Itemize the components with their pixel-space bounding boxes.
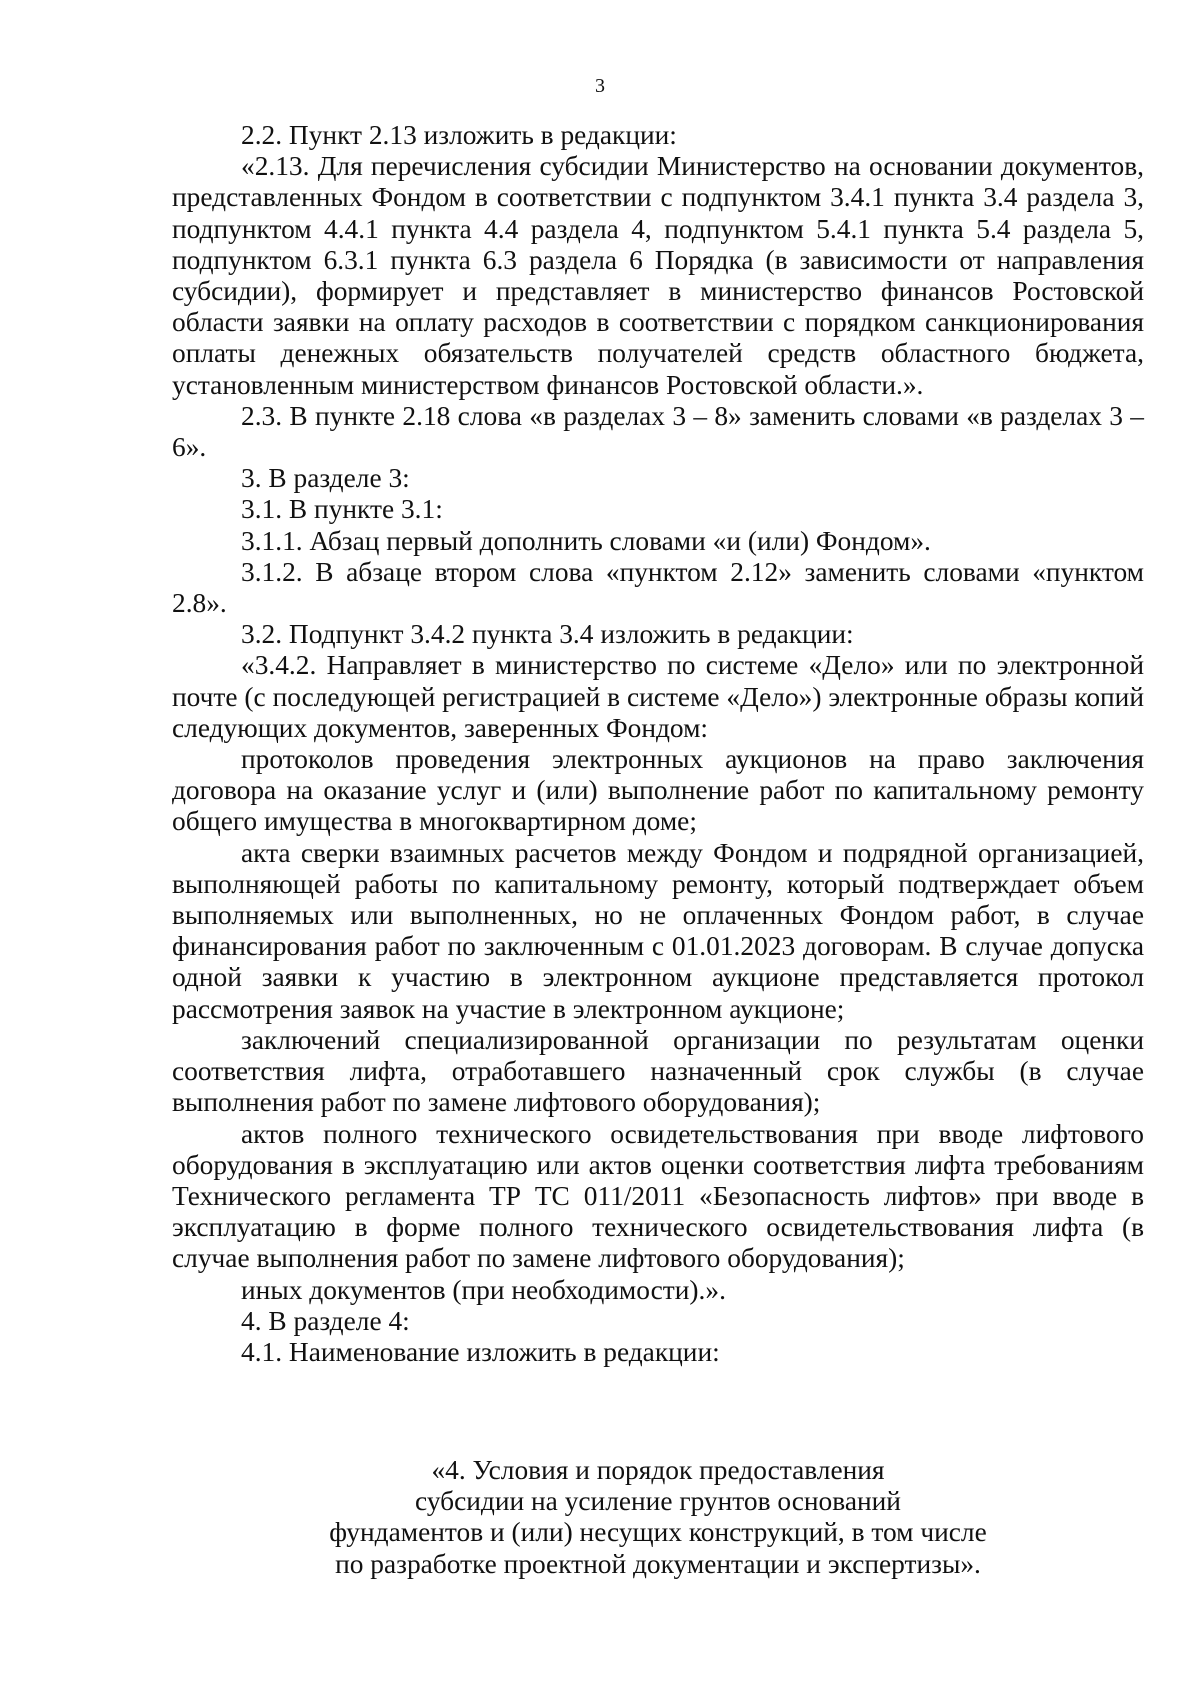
paragraph-3-2: 3.2. Подпункт 3.4.2 пункта 3.4 изложить в редакции: bbox=[241, 619, 854, 650]
paragraph-2-2: 2.2. Пункт 2.13 изложить в редакции: bbox=[241, 120, 677, 150]
page-number: 3 bbox=[595, 75, 605, 97]
heading-line: «4. Условия и порядок предоставления bbox=[431, 1455, 885, 1485]
paragraph-3-1-2: 3.1.2. В абзаце втором слова «пунктом 2.12» заменить словами «пунктом 2.8». bbox=[172, 556, 1144, 619]
paragraph-2-13-text: «2.13. Для перечисления субсидии Министерство на основании документов, представленных Фондом в соответствии с подпунктом 3.4.1 пункта 3.4 раздела 3, подпунктом 4.4.1 пункта 4.4 раздела 4, подпунктом 5.4.1 пункта 5.4 раздела 5, подпунктом 6.3.1 пункта 6.3 раздела 6 Порядка (в зависимости от направления субсидии), формирует и представляет в министерство финансов Ростовской области заявки на оплату расходов в соответствии с порядком санкционирования оплаты денежных обязательств получателей средств областного бюджета, установленным министерством финансов Ростовской области.». bbox=[172, 151, 1144, 400]
paragraph-3-1: 3.1. В пункте 3.1: bbox=[241, 494, 443, 525]
paragraph-other-documents: иных документов (при необходимости).». bbox=[241, 1274, 726, 1305]
document-body bbox=[172, 120, 1144, 1368]
heading-line: субсидии на усиление грунтов оснований bbox=[415, 1486, 901, 1517]
heading-line: по разработке проектной документации и экспертизы». bbox=[335, 1548, 981, 1579]
paragraph-3-1-1: 3.1.1. Абзац первый дополнить словами «и (или) Фондом». bbox=[241, 525, 931, 556]
section-4-heading bbox=[172, 1455, 1144, 1580]
paragraph-3-4-2-text: «3.4.2. Направляет в министерство по системе «Дело» или по электронной почте (с последующей регистрацией в системе «Дело») электронные образы копий следующих документов, заверенных Фондом: bbox=[172, 650, 1144, 743]
paragraph-4: 4. В разделе 4: bbox=[241, 1305, 410, 1336]
heading-line: фундаментов и (или) несущих конструкций, в том числе bbox=[329, 1517, 987, 1548]
paragraph-inspection-acts: актов полного технического освидетельствования при вводе лифтового оборудования в эксплуатацию или актов оценки соответствия лифта требованиям Технического регламента ТР ТС 011/2011 «Безопасность лифтов» при вводе в эксплуатацию в форме полного технического освидетельствования лифта (в случае выполнения работ по замене лифтового оборудования); bbox=[172, 1118, 1144, 1274]
paragraph-3: 3. В разделе 3: bbox=[241, 463, 410, 494]
paragraph-specialized-conclusions: заключений специализированной организации по результатам оценки соответствия лифта, отработавшего назначенный срок службы (в случае выполнения работ по замене лифтового оборудования); bbox=[172, 1024, 1144, 1118]
paragraph-reconciliation-act: акта сверки взаимных расчетов между Фондом и подрядной организацией, выполняющей работы по капитальному ремонту, который подтверждает объем выполняемых или выполненных, но не оплаченных Фондом работ, в случае финансирования работ по заключенным с 01.01.2023 договорам. В случае допуска одной заявки к участию в электронном аукционе представляется протокол рассмотрения заявок на участие в электронном аукционе; bbox=[172, 837, 1144, 1024]
paragraph-2-3: 2.3. В пункте 2.18 слова «в разделах 3 – 8» заменить словами «в разделах 3 – 6». bbox=[172, 400, 1144, 463]
paragraph-4-1: 4.1. Наименование изложить в редакции: bbox=[241, 1336, 720, 1367]
paragraph-auction-protocols: протоколов проведения электронных аукционов на право заключения договора на оказание услуг и (или) выполнение работ по капитальному ремонту общего имущества в многоквартирном доме; bbox=[172, 744, 1144, 837]
